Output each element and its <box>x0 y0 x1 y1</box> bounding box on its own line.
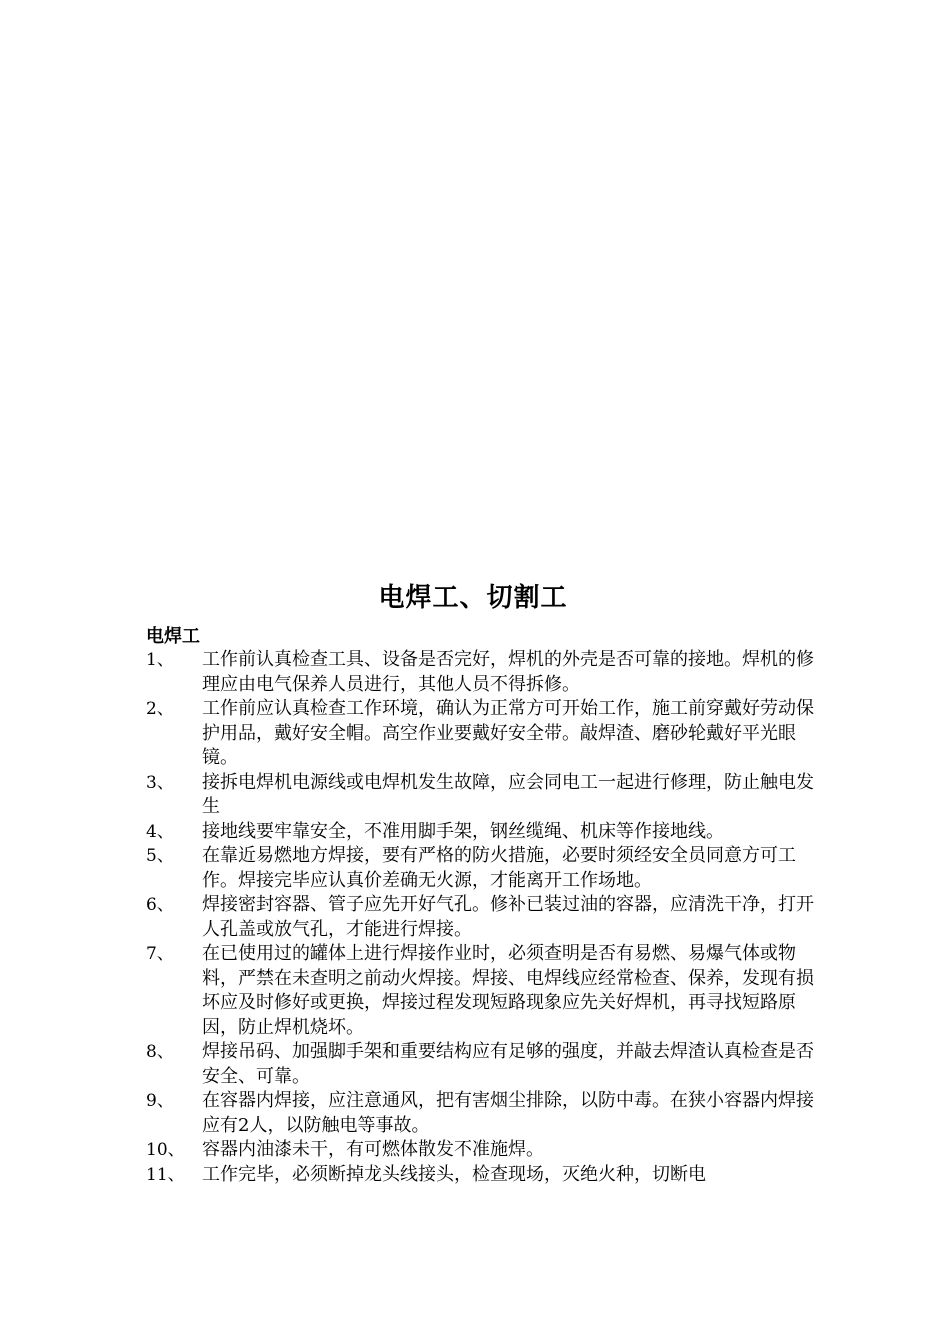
rule-item <box>146 1089 826 1138</box>
rule-number: 8、 <box>146 1042 174 1062</box>
rule-item <box>146 648 826 697</box>
document-title: 电焊工、切割工 <box>378 583 568 613</box>
rule-item <box>146 820 826 845</box>
rule-number: 5、 <box>146 846 174 866</box>
rule-number: 2、 <box>146 699 174 719</box>
rule-text: 在已使用过的罐体上进行焊接作业时，必须查明是否有易燃、易爆气体或物料，严禁在未查明之前动火焊接。焊接、电焊线应经常检查、保养，发现有损坏应及时修好或更换，焊接过程发现短路现象应先关好焊机，再寻找短路原因，防止焊机烧坏。 <box>202 943 814 1038</box>
rule-item <box>146 1040 826 1089</box>
rule-number: 4、 <box>146 821 174 842</box>
rule-number: 1、 <box>146 650 174 670</box>
rule-item <box>146 942 826 1040</box>
rule-item <box>146 697 826 771</box>
rule-text: 容器内油漆未干，有可燃体散发不准施焊。 <box>202 1139 544 1160</box>
rule-item <box>146 844 826 893</box>
rule-number: 7、 <box>146 944 174 964</box>
rule-text: 焊接密封容器、管子应先开好气孔。修补已装过油的容器，应清洗干净，打开人孔盖或放气孔，才能进行焊接。 <box>202 894 814 940</box>
rules-list <box>146 648 826 1187</box>
rule-number: 11、 <box>146 1164 185 1185</box>
rule-number: 6、 <box>146 895 174 915</box>
rule-text: 接地线要牢靠安全，不准用脚手架，钢丝缆绳、机床等作接地线。 <box>202 820 724 842</box>
rule-text: 在靠近易燃地方焊接，要有严格的防火措施，必要时须经安全员同意方可工作。焊接完毕应认真价差确无火源，才能离开工作场地。 <box>202 845 796 891</box>
rule-item <box>146 771 826 820</box>
rule-text: 焊接吊码、加强脚手架和重要结构应有足够的强度，并敲去焊渣认真检查是否安全、可靠。 <box>202 1041 814 1087</box>
rule-item <box>146 1138 826 1163</box>
rule-text: 工作前认真检查工具、设备是否完好，焊机的外壳是否可靠的接地。焊机的修理应由电气保养人员进行，其他人员不得拆修。 <box>202 649 814 695</box>
rule-number: 9、 <box>146 1091 174 1111</box>
rule-item <box>146 1163 826 1188</box>
rule-number: 10、 <box>146 1140 185 1160</box>
rule-text: 工作完毕，必须断掉龙头线接头，检查现场，灭绝火种，切断电 <box>202 1163 706 1185</box>
section-heading: 电焊工 <box>146 626 200 647</box>
rule-text: 工作前应认真检查工作环境，确认为正常方可开始工作，施工前穿戴好劳动保护用品，戴好安全帽。高空作业要戴好安全带。敲焊渣、磨砂轮戴好平光眼镜。 <box>202 698 814 768</box>
rule-text: 接拆电焊机电源线或电焊机发生故障，应会同电工一起进行修理，防止触电发生 <box>202 771 814 817</box>
rule-item <box>146 893 826 942</box>
rule-text: 在容器内焊接，应注意通风，把有害烟尘排除，以防中毒。在狭小容器内焊接应有2人，以防触电等事故。 <box>202 1090 814 1136</box>
rule-number: 3、 <box>146 772 174 793</box>
